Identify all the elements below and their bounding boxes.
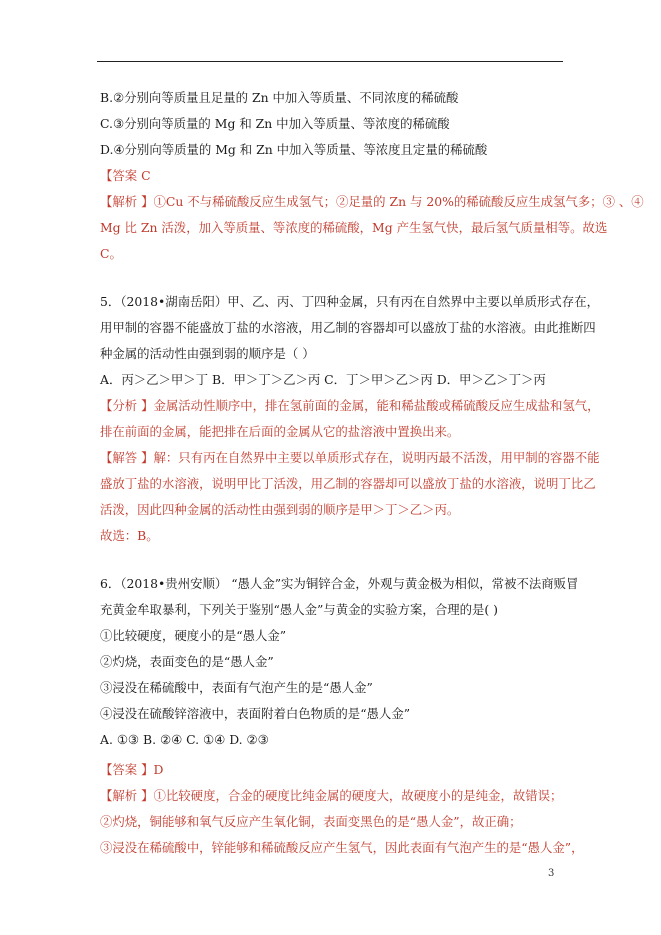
q6-analysis-label: 【解析 】 [100, 788, 154, 803]
q5-choose: 故选：B。 [100, 528, 159, 543]
q6-options: A. ①③ B. ②④ C. ①④ D. ②③ [100, 732, 269, 747]
q6-analysis-line-3: ③浸没在稀硫酸中，锌能够和稀硫酸反应产生氢气，因此表面有气泡产生的是“愚人金”， [100, 840, 584, 855]
q6-item-4: ④浸没在硫酸锌溶液中，表面附着白色物质的是“愚人金” [100, 706, 411, 721]
q5-solution-line-1 [100, 445, 600, 471]
option-c-line: C.③分别向等质量的 Mg 和 Zn 中加入等质量、等浓度的稀硫酸 [100, 116, 450, 131]
q6-item-3: ③浸没在稀硫酸中，表面有气泡产生的是“愚人金” [100, 680, 373, 695]
q5-question-line-1: 5．（2018•湖南岳阳）甲、乙、丙、丁四种金属，只有丙在自然界中主要以单质形式存在， [100, 294, 599, 309]
option-d-line: D.④分别向等质量的 Mg 和 Zn 中加入等质量、等浓度且定量的稀硫酸 [100, 142, 488, 157]
q5-solution-line-3: 活泼，因此四种金属的活动性由强到弱的顺序是甲＞丁＞乙＞丙。 [100, 502, 460, 517]
analysis-line-2: Mg 比 Zn 活泼，加入等质量、等浓度的稀硫酸，Mg 产生氢气快，最后氢气质量相等。故选 [100, 220, 608, 235]
q6-analysis-line-2: ②灼烧，铜能够和氧气反应产生氧化铜，表面变黑色的是“愚人金”，故正确； [100, 814, 522, 829]
analysis-line-3: C。 [100, 246, 122, 261]
q5-solution-text-1: 只有丙在自然界中主要以单质形式存在，说明丙最不活泼，用甲制的容器不能 [178, 450, 600, 465]
page-number: 3 [548, 868, 555, 879]
page-content [100, 85, 644, 861]
q6-answer: 【答案 】D [100, 762, 164, 777]
q5-solution-line-2: 盛放丁盐的水溶液，说明甲比丁活泼，用乙制的容器却可以盛放丁盐的水溶液，说明丁比乙 [100, 476, 596, 491]
q5-question-line-3: 种金属的活动性由强到弱的顺序是（ ） [100, 346, 315, 361]
q6-analysis-text-1: ①比较硬度，合金的硬度比纯金属的硬度大，故硬度小的是纯金，故错误； [153, 788, 563, 803]
analysis-line-1: 【解析 】①Cu 不与稀硫酸反应生成氢气；②足量的 Zn 与 20%的稀硫酸反应生成氢气多；③ 、④ [100, 194, 644, 209]
q5-question-line-2: 用甲制的容器不能盛放丁盐的水溶液，用乙制的容器却可以盛放丁盐的水溶液。由此推断四 [100, 320, 596, 335]
q6-analysis-line-1 [100, 783, 568, 809]
option-b-line: B.②分别向等质量且足量的 Zn 中加入等质量、不同浓度的稀硫酸 [100, 90, 459, 105]
q5-options: A．丙＞乙＞甲＞丁 B．甲＞丁＞乙＞丙 C．丁＞甲＞乙＞丙 D．甲＞乙＞丁＞丙 [100, 372, 546, 387]
q5-analysis-line-1: 【分析 】金属活动性顺序中，排在氢前面的金属，能和稀盐酸或稀硫酸反应生成盐和氢气， [100, 398, 600, 413]
q5-analysis-line-2: 排在前面的金属，能把排在后面的金属从它的盐溶液中置换出来。 [100, 424, 460, 439]
answer-label: 【答案 C [100, 168, 151, 183]
q5-solution-label: 【解答 】解： [100, 450, 179, 465]
q6-question-line-2: 充黄金牟取暴利，下列关于鉴别“愚人金”与黄金的实验方案，合理的是( ) [100, 602, 498, 617]
q6-question-line-1: 6．（2018•贵州安顺） “愚人金”实为铜锌合金，外观与黄金极为相似，常被不法商贩冒 [100, 576, 579, 591]
header-rule [97, 61, 563, 62]
q6-item-2: ②灼烧，表面变色的是“愚人金” [100, 654, 274, 669]
q6-item-1: ①比较硬度，硬度小的是“愚人金” [100, 628, 287, 643]
